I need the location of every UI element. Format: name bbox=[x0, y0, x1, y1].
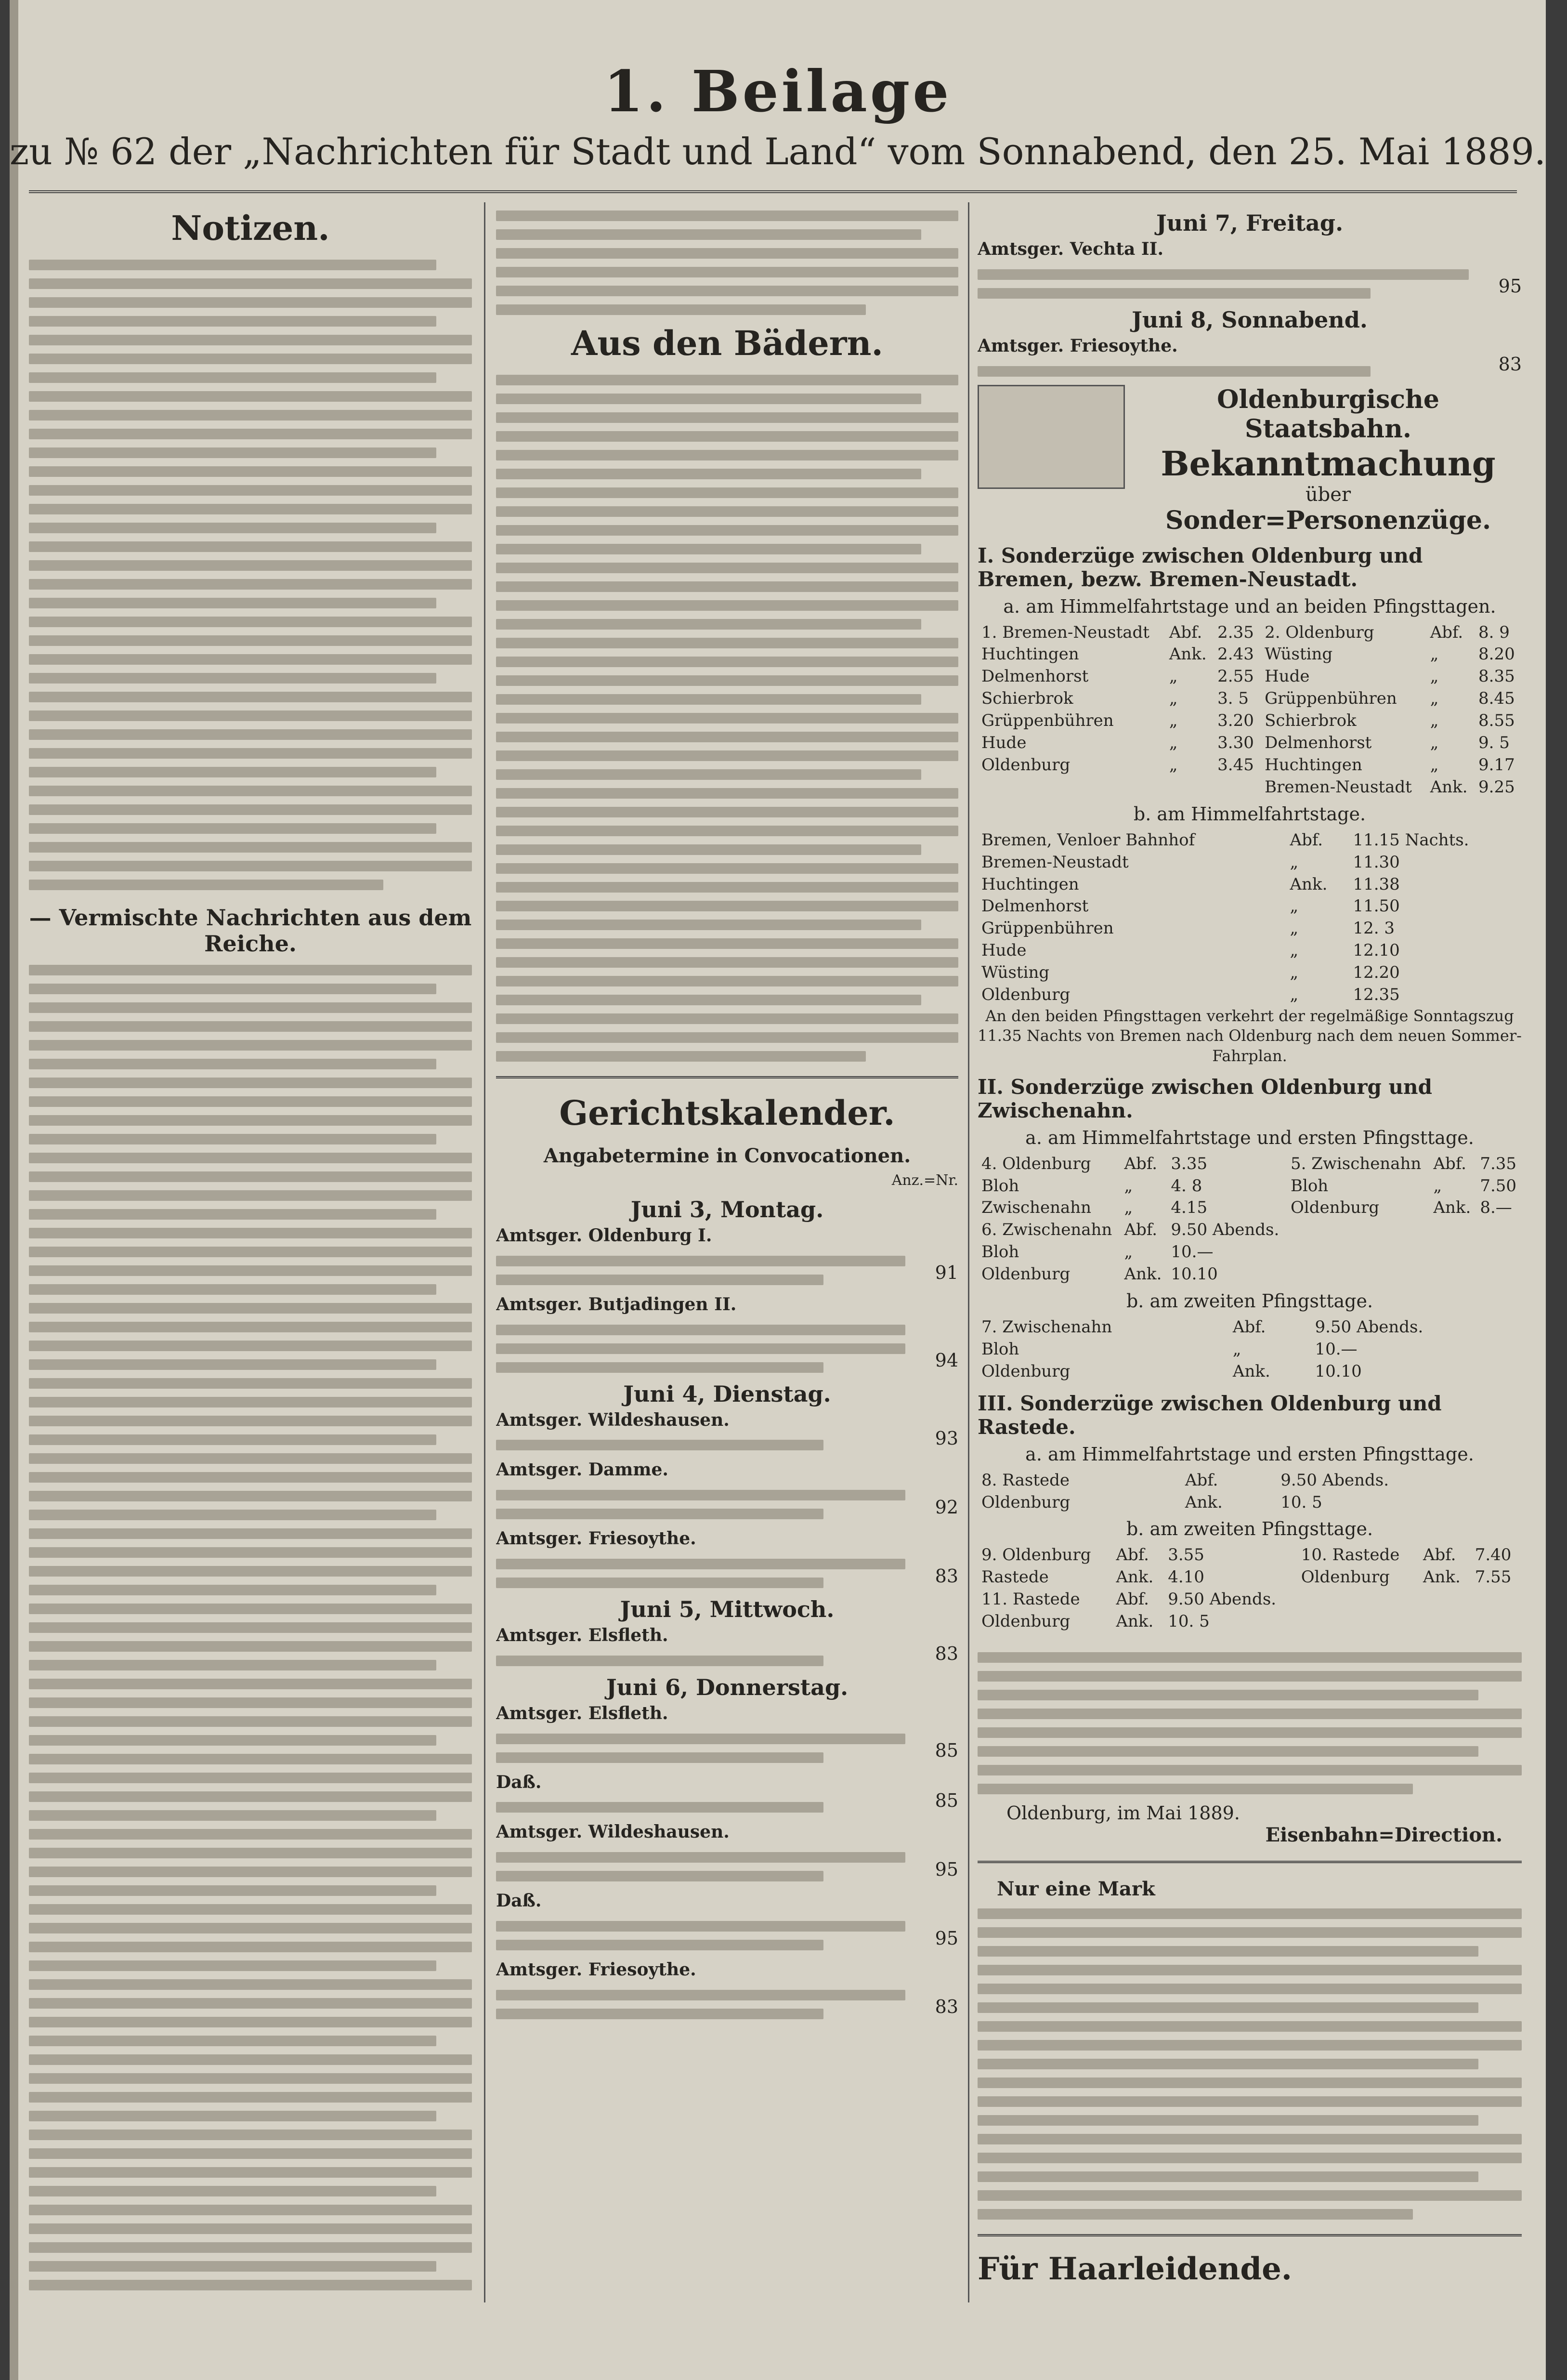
date-juni3: Juni 3, Montag. bbox=[630, 1197, 824, 1223]
date-juni4: Juni 4, Dienstag. bbox=[623, 1381, 831, 1407]
gericht-heading: Gerichtskalender. bbox=[559, 1093, 895, 1133]
timetable-row: 4. Oldenburg Abf. 3.35 5. Zwischenahn Abf. 7.35 bbox=[981, 1154, 1517, 1173]
column-rule bbox=[484, 202, 485, 2302]
court-entry: Amtsger. Oldenburg I. 91 bbox=[496, 1224, 958, 1285]
timetable-2b bbox=[978, 1316, 1522, 1383]
section2-a: a. am Himmelfahrtstage und ersten Pfingsttage. bbox=[1025, 1127, 1474, 1148]
haar-heading: Für Haarleidende. bbox=[978, 2250, 1293, 2287]
timetable-row: Bremen, Venloer Bahnhof Abf. 11.15 Nachts. bbox=[981, 830, 1469, 850]
timetable-row: Oldenburg Ank. 10. 5 bbox=[981, 1492, 1322, 1512]
timetable-row: Huchtingen Ank. 11.38 bbox=[981, 874, 1400, 894]
timetable-row: Bloh „ 10.— bbox=[981, 1339, 1358, 1359]
timetable-row: Schierbrok „ 3. 5 Grüppenbühren „ 8.45 bbox=[981, 689, 1515, 709]
date-juni5: Juni 5, Mittwoch. bbox=[620, 1596, 835, 1622]
timetable-row: Oldenburg „ 3.45 Huchtingen „ 9.17 bbox=[981, 755, 1515, 775]
timetable-row: Hude „ 12.10 bbox=[981, 941, 1400, 960]
timetable-row: Huchtingen Ank. 2.43 Wüsting „ 8.20 bbox=[981, 644, 1515, 664]
note-1: An den beiden Pfingsttagen verkehrt der regelmäßige Sonntagszug 11.35 Nachts von Bremen nach Oldenburg nach dem neuen Sommer-Fahrplan. bbox=[978, 1006, 1522, 1065]
section-rule bbox=[496, 1076, 958, 1078]
timetable-row: Zwischenahn „ 4.15 Oldenburg Ank. 8.— bbox=[981, 1198, 1512, 1218]
section3-a: a. am Himmelfahrtstage und ersten Pfingsttage. bbox=[1025, 1443, 1474, 1465]
section-rule bbox=[978, 1861, 1522, 1863]
section1-b: b. am Himmelfahrtstage. bbox=[1133, 803, 1366, 825]
column-gericht bbox=[496, 202, 958, 2293]
locomotive-icon bbox=[978, 385, 1125, 489]
railway-title: Oldenburgische Staatsbahn. bbox=[1217, 384, 1439, 444]
page-edge bbox=[10, 0, 18, 2380]
section1-title: I. Sonderzüge zwischen Oldenburg und Bremen, bezw. Bremen-Neustadt. bbox=[978, 543, 1423, 591]
timetable-row: 7. Zwischenahn Abf. 9.50 Abends. bbox=[981, 1317, 1423, 1337]
timetable-row: Grüppenbühren „ 12. 3 bbox=[981, 919, 1395, 938]
timetable-row: Bremen-Neustadt „ 11.30 bbox=[981, 852, 1400, 872]
timetable-row: Wüsting „ 12.20 bbox=[981, 963, 1400, 983]
court-entry: Daß. 85 bbox=[496, 1771, 958, 1813]
signoff-place: Oldenburg, im Mai 1889. bbox=[1006, 1802, 1240, 1824]
ueber-label: über bbox=[1305, 483, 1351, 506]
column-rule bbox=[968, 202, 969, 2302]
timetable-row: Bloh „ 4. 8 Bloh „ 7.50 bbox=[981, 1176, 1517, 1196]
section-rule bbox=[978, 2234, 1522, 2236]
court-entry: Amtsger. Elsfleth. 85 bbox=[496, 1702, 958, 1763]
notizen-text bbox=[29, 260, 472, 890]
mark-ad-text bbox=[978, 1908, 1522, 2220]
timetable-row: Delmenhorst „ 2.55 Hude „ 8.35 bbox=[981, 667, 1515, 686]
bekanntmachung-title: Bekanntmachung bbox=[1161, 443, 1496, 484]
timetable-1a bbox=[978, 622, 1522, 799]
sonderzuege-title: Sonder=Personenzüge. bbox=[1165, 505, 1491, 535]
mark-ad-lead: Nur eine Mark bbox=[997, 1877, 1155, 1900]
timetable-3a bbox=[978, 1470, 1522, 1514]
section2-title: II. Sonderzüge zwischen Oldenburg und Zwischenahn. bbox=[978, 1075, 1432, 1122]
timetable-row: Rastede Ank. 4.10 Oldenburg Ank. 7.55 bbox=[981, 1567, 1512, 1587]
court-entry: Amtsger. Friesoythe. 83 bbox=[496, 1527, 958, 1588]
court-entry: Amtsger. Butjadingen II. 94 bbox=[496, 1293, 958, 1373]
timetable-row: 8. Rastede Abf. 9.50 Abends. bbox=[981, 1470, 1389, 1490]
timetable-2a bbox=[978, 1153, 1522, 1286]
timetable-row: 1. Bremen-Neustadt Abf. 2.35 2. Oldenburg Abf. 8. 9 bbox=[981, 622, 1510, 642]
timetable-row: Oldenburg Ank. 10.10 bbox=[981, 1361, 1362, 1381]
court-entry: Amtsger. Vechta II. 95 bbox=[978, 238, 1522, 299]
gericht-subheading: Angabetermine in Convocationen. bbox=[543, 1144, 911, 1167]
notice-text bbox=[978, 1652, 1522, 1794]
timetable-3b bbox=[978, 1544, 1522, 1633]
court-entry: Amtsger. Wildeshausen. 93 bbox=[496, 1409, 958, 1451]
column-notizen bbox=[29, 202, 472, 2293]
notizen-heading: Notizen. bbox=[171, 208, 330, 248]
timetable-row: Grüppenbühren „ 3.20 Schierbrok „ 8.55 bbox=[981, 711, 1515, 731]
timetable-row: 6. Zwischenahn Abf. 9.50 Abends. bbox=[981, 1220, 1280, 1240]
baeder-text bbox=[496, 375, 958, 1062]
supplement-title: 1. Beilage bbox=[603, 58, 952, 125]
date-juni6: Juni 6, Donnerstag. bbox=[606, 1674, 849, 1700]
court-entry: Amtsger. Wildeshausen. 95 bbox=[496, 1821, 958, 1881]
railway-notice-header bbox=[978, 385, 1522, 535]
timetable-row: 11. Rastede Abf. 9.50 Abends. bbox=[981, 1590, 1277, 1609]
timetable-row: Oldenburg Ank. 10.10 bbox=[981, 1264, 1218, 1284]
timetable-row: 9. Oldenburg Abf. 3.55 10. Rastede Abf. 7.40 bbox=[981, 1545, 1512, 1565]
masthead-rule bbox=[29, 190, 1517, 193]
column-bahn bbox=[978, 202, 1522, 2293]
section3-b: b. am zweiten Pfingsttage. bbox=[1126, 1518, 1373, 1540]
court-entry: Amtsger. Friesoythe. 83 bbox=[978, 335, 1522, 377]
timetable-1b bbox=[978, 829, 1522, 1006]
baeder-heading: Aus den Bädern. bbox=[571, 323, 883, 363]
signoff: Eisenbahn=Direction. bbox=[1265, 1823, 1502, 1846]
vermischte-heading: — Vermischte Nachrichten aus dem Reiche. bbox=[29, 905, 472, 957]
newspaper-page bbox=[10, 0, 1546, 2380]
timetable-row: Delmenhorst „ 11.50 bbox=[981, 896, 1400, 916]
issue-line: zu № 62 der „Nachrichten für Stadt und Land“ vom Sonnabend, den 25. Mai 1889. bbox=[10, 130, 1546, 173]
timetable-row: Oldenburg „ 12.35 bbox=[981, 985, 1400, 1004]
date-juni7: Juni 7, Freitag. bbox=[1156, 210, 1344, 236]
timetable-row: Bloh „ 10.— bbox=[981, 1242, 1214, 1262]
timetable-row: Hude „ 3.30 Delmenhorst „ 9. 5 bbox=[981, 733, 1510, 753]
intro-text bbox=[496, 210, 958, 315]
anz-label: Anz.=Nr. bbox=[891, 1172, 958, 1189]
court-entry: Amtsger. Friesoythe. 83 bbox=[496, 1959, 958, 2019]
timetable-row: Bremen-Neustadt Ank. 9.25 bbox=[1265, 777, 1515, 797]
timetable-row: Oldenburg Ank. 10. 5 bbox=[981, 1612, 1210, 1631]
vermischte-text bbox=[29, 965, 472, 2293]
court-entry: Amtsger. Elsfleth. 83 bbox=[496, 1624, 958, 1666]
section1-a: a. am Himmelfahrtstage und an beiden Pfingsttagen. bbox=[1003, 595, 1496, 617]
date-juni8: Juni 8, Sonnabend. bbox=[1132, 306, 1368, 333]
court-entry: Daß. 95 bbox=[496, 1890, 958, 1950]
section3-title: III. Sonderzüge zwischen Oldenburg und Rastede. bbox=[978, 1391, 1442, 1439]
section2-b: b. am zweiten Pfingsttage. bbox=[1126, 1290, 1373, 1312]
court-entry: Amtsger. Damme. 92 bbox=[496, 1459, 958, 1519]
